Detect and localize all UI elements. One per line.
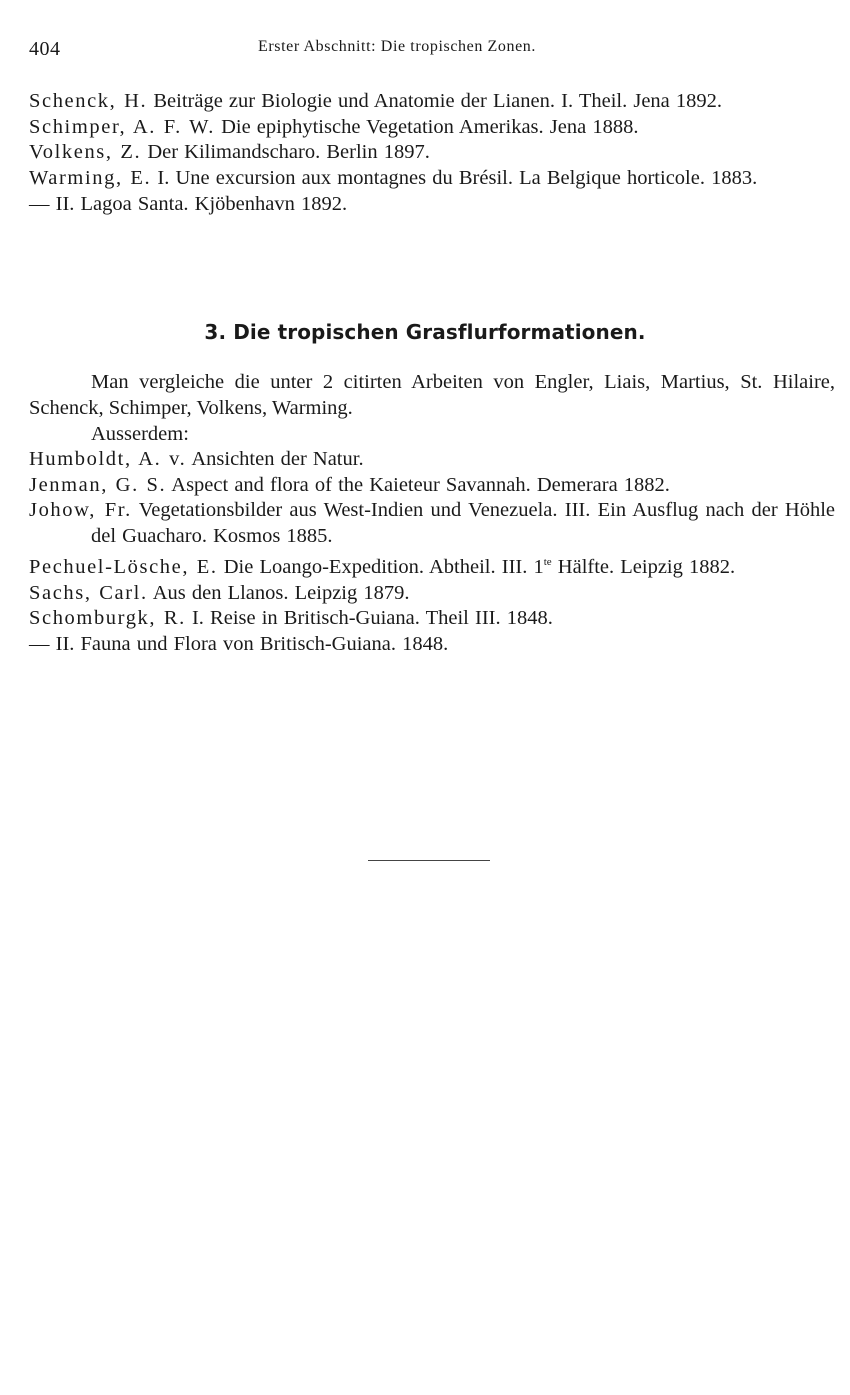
reference-entry [29, 192, 835, 218]
section-intro-paragraph: Man vergleiche die unter 2 citirten Arbeiten von Engler, Liais, Martius, St. Hilaire, Schenck, Schimper, Volkens, Warming. [29, 371, 835, 419]
reference-author: Sachs, Carl. [29, 581, 148, 604]
reference-author: Schimper, A. F. W. [29, 115, 215, 138]
reference-ditto-dash: — [29, 192, 50, 215]
reference-entry [29, 473, 835, 499]
reference-text: I. Une excursion aux montagnes du Brésil. La Belgique horticole. 1883. [157, 167, 758, 190]
reference-ditto-dash: — [29, 632, 50, 655]
reference-text: Der Kilimandscharo. Berlin 1897. [147, 141, 430, 164]
reference-entry [29, 115, 835, 141]
section-intro-ausserdem: Ausserdem: [91, 423, 189, 445]
reference-entry [29, 140, 835, 166]
reference-author: Jenman, G. S. [29, 473, 167, 496]
reference-entry [29, 166, 835, 192]
page-number: 404 [29, 38, 61, 60]
reference-author: Johow, Fr. [29, 499, 132, 522]
reference-text: Die epiphytische Vegetation Amerikas. Jena 1888. [221, 115, 639, 138]
reference-author: Schenck, H. [29, 90, 148, 112]
reference-entry [29, 606, 835, 632]
reference-author: Humboldt, A. v. [29, 448, 187, 470]
reference-entry [29, 498, 835, 549]
reference-entry [29, 89, 835, 115]
reference-text: Aus den Llanos. Leipzig 1879. [152, 581, 410, 604]
reference-text: Ansichten der Natur. [191, 448, 364, 470]
reference-entry [29, 447, 835, 473]
reference-text: Vegetationsbilder aus West-Indien und Venezuela. III. Ein Ausflug nach der Höhle del Guacharo. Kosmos 1885. [91, 499, 835, 548]
reference-author: Warming, E. [29, 167, 152, 190]
reference-text: Die Loango-Expedition. Abtheil. III. 1 [223, 555, 544, 578]
reference-text: I. Reise in Britisch-Guiana. Theil III. 1848. [191, 607, 553, 630]
reference-entry [29, 550, 835, 581]
reference-superscript: te [543, 555, 552, 568]
reference-text: II. Fauna und Flora von Britisch-Guiana. 1848. [55, 632, 449, 655]
reference-entry [29, 581, 835, 607]
reference-text: II. Lagoa Santa. Kjöbenhavn 1892. [55, 192, 348, 215]
closing-rule [368, 860, 490, 861]
reference-entry [29, 632, 835, 658]
reference-text: Beiträge zur Biologie und Anatomie der Lianen. I. Theil. Jena 1892. [153, 90, 723, 112]
reference-author: Schomburgk, R. [29, 607, 186, 630]
reference-text: Aspect and flora of the Kaieteur Savannah. Demerara 1882. [171, 473, 670, 496]
reference-list-section [29, 447, 835, 658]
reference-list-top [29, 89, 835, 218]
reference-author: Volkens, Z. [29, 141, 142, 164]
reference-text-continued: Hälfte. Leipzig 1882. [551, 555, 736, 578]
section-heading: 3. Die tropischen Grasflurformationen. [204, 320, 646, 344]
running-head: Erster Abschnitt: Die tropischen Zonen. [258, 38, 537, 55]
reference-author: Pechuel-Lösche, E. [29, 555, 218, 578]
